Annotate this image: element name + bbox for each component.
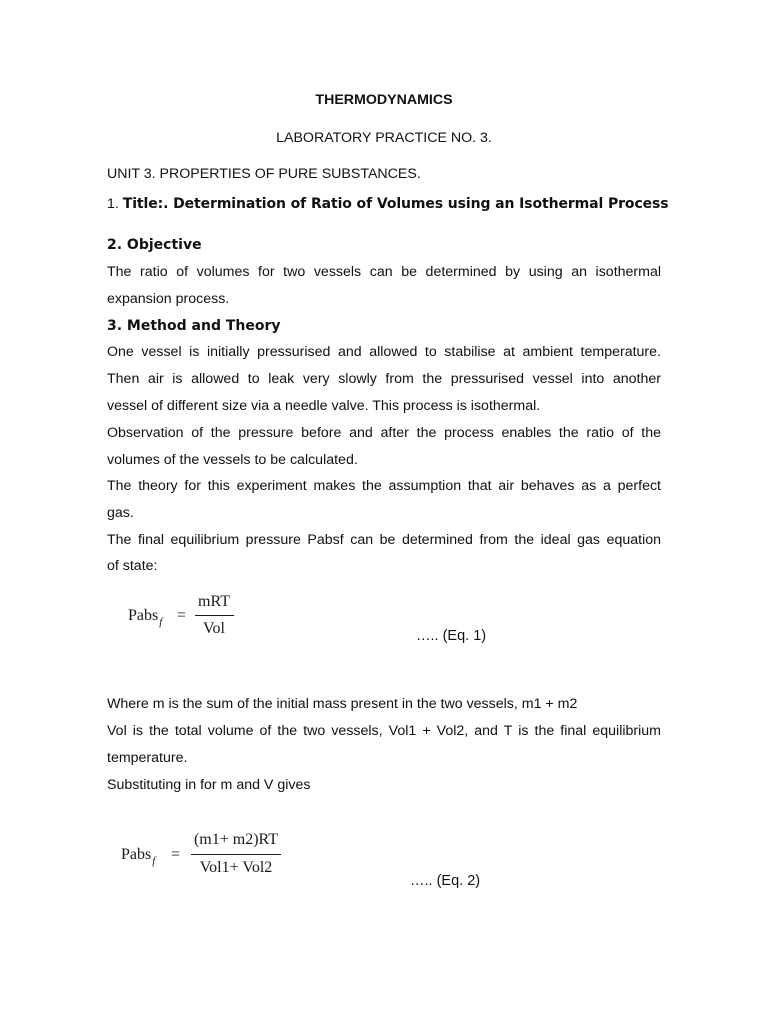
equation-2-lhs-text: Pabs [121,846,152,863]
document-heading: THERMODYNAMICS [315,92,453,108]
equation-1-lhs-text: Pabs [128,607,159,624]
equation-2-numerator: (m1+ m2)RT [193,831,279,848]
title-label: Title:. Determination of Ratio of Volumes using an Isothermal Process [122,196,669,212]
section-method-heading: 3. Method and Theory [107,318,281,334]
method-line: Observation of the pressure before and after the process enables the ratio of the [107,425,661,441]
method-line: vessel of different size via a needle valve. This process is isothermal. [107,398,541,414]
method-line: Then air is allowed to leak very slowly from the pressurised vessel into another [107,371,661,387]
method-line: The final equilibrium pressure Pabsf can be determined from the ideal gas equation [107,532,661,548]
equation-2-ref: ….. (Eq. 2) [410,873,481,889]
after-eq1-line: Vol is the total volume of the two vessels, Vol1 + Vol2, and T is the final equilibrium [107,723,661,739]
after-eq1-line: Where m is the sum of the initial mass present in the two vessels, m1 + m2 [107,696,578,712]
equation-2-subscript: f [152,855,156,867]
objective-line: The ratio of volumes for two vessels can be determined by using an isothermal [107,264,661,280]
method-line: The theory for this experiment makes the assumption that air behaves as a perfect [107,478,661,494]
after-eq1-line: temperature. [107,750,188,766]
section-objective-heading: 2. Objective [107,237,202,253]
method-line: volumes of the vessels to be calculated. [107,452,358,468]
document-subheading: LABORATORY PRACTICE NO. 3. [276,130,492,146]
equation-1-lhs [128,607,162,626]
equation-1-denominator: Vol [203,620,225,637]
equation-2 [121,830,291,884]
equation-1-subscript: f [159,616,163,628]
equation-2-lhs [121,846,155,865]
title-line [107,195,669,213]
method-line: One vessel is initially pressurised and allowed to stabilise at ambient temperature. [107,344,661,360]
after-eq1-line: Substituting in for m and V gives [107,777,311,793]
equation-2-equals: = [171,846,181,863]
equation-2-denominator: Vol1+ Vol2 [199,859,273,876]
equation-1-fraction-bar [195,615,234,616]
equation-1-numerator: mRT [198,593,230,610]
equation-1-equals: = [177,607,187,624]
equation-2-fraction-bar [191,854,281,855]
title-prefix: 1. [107,196,123,212]
equation-1 [128,592,248,644]
unit-line: UNIT 3. PROPERTIES OF PURE SUBSTANCES. [107,166,421,182]
method-line: gas. [107,505,134,521]
method-line: of state: [107,558,158,574]
equation-1-ref: ….. (Eq. 1) [416,628,487,644]
objective-line: expansion process. [107,291,230,307]
